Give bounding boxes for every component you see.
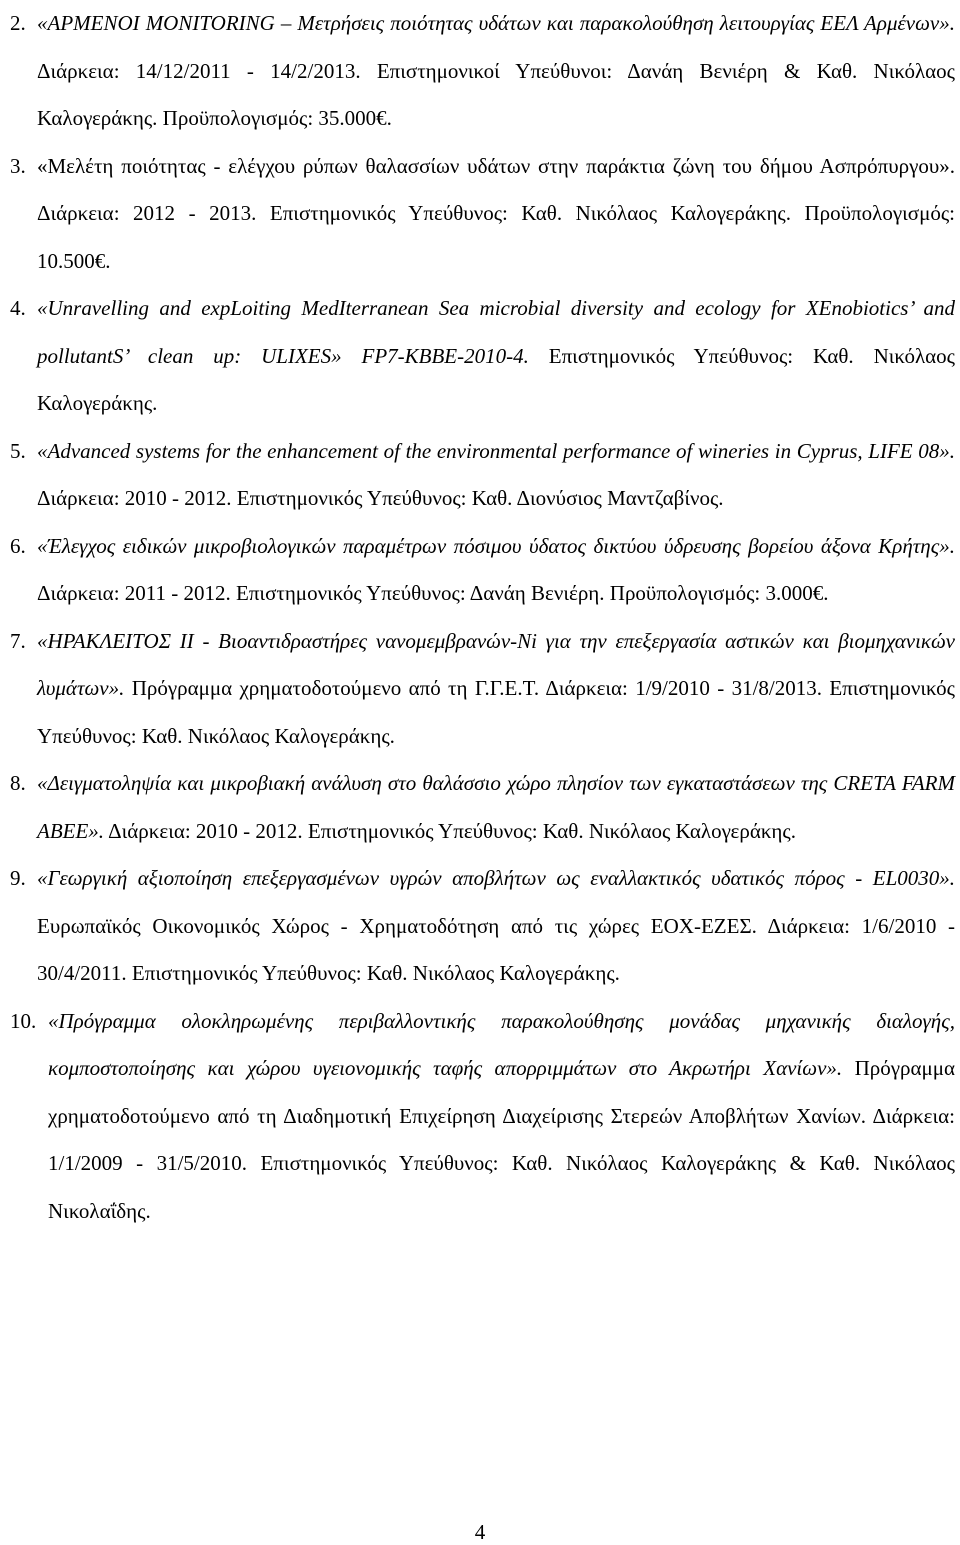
entry-number: 5. bbox=[10, 438, 26, 463]
project-title: «ΑΡΜΕΝΟΙ MONITORING – Μετρήσεις ποιότητας υδάτων και παρακολούθηση λειτουργίας ΕΕΛ Αρμένων». bbox=[37, 11, 955, 35]
project-entry-5 bbox=[10, 428, 955, 523]
entry-number: 6. bbox=[10, 533, 26, 558]
project-details: Πρόγραμμα χρηματοδοτούμενο από τη Διαδημοτική Επιχείρηση Διαχείρισης Στερεών Αποβλήτων Χανίων. Διάρκεια: 1/1/2009 - 31/5/2010. Επιστημονικός Υπεύθυνος: Καθ. Νικόλαος Καλογεράκης & Καθ. Νικόλαος Νικολαΐδης. bbox=[48, 1056, 955, 1223]
project-title: «Πρόγραμμα ολοκληρωμένης περιβαλλοντικής παρακολούθησης μονάδας μηχανικής διαλογής, κομποστοποίησης και χώρου υγειονομικής ταφής απορριμμάτων στο Ακρωτήρι Χανίων». bbox=[48, 1008, 955, 1080]
entry-number: 4. bbox=[10, 296, 26, 320]
project-details: Διάρκεια: 2011 - 2012. Επιστημονικός Υπεύθυνος: Δανάη Βενιέρη. Προϋπολογισμός: 3.000€. bbox=[37, 581, 829, 605]
project-details: Πρόγραμμα χρηματοδοτούμενο από τη Γ.Γ.Ε.Τ. Διάρκεια: 1/9/2010 - 31/8/2013. Επιστημονικός Υπεύθυνος: Καθ. Νικόλαος Καλογεράκης. bbox=[37, 676, 955, 748]
project-entry-7 bbox=[10, 618, 955, 761]
project-entry-8 bbox=[10, 760, 955, 855]
project-title: «Έλεγχος ειδικών μικροβιολογικών παραμέτρων πόσιμου ύδατος δικτύου ύδρευσης βορείου άξονα Κρήτης». bbox=[37, 533, 955, 558]
project-entry-4 bbox=[10, 285, 955, 428]
entry-number: 9. bbox=[10, 866, 26, 890]
project-entry-6 bbox=[10, 523, 955, 618]
project-details: Ευρωπαϊκός Οικονομικός Χώρος - Χρηματοδότηση από τις χώρες ΕΟΧ-ΕΖΕΣ. Διάρκεια: 1/6/2010 - 30/4/2011. Επιστημονικός Υπεύθυνος: Καθ. Νικόλαος Καλογεράκης. bbox=[37, 913, 955, 985]
entry-number: 10. bbox=[10, 1008, 37, 1033]
project-entry-3 bbox=[10, 143, 955, 286]
entry-number: 8. bbox=[10, 771, 26, 795]
project-entry-2 bbox=[10, 0, 955, 143]
project-details: Διάρκεια: 2010 - 2012. Επιστημονικός Υπεύθυνος: Καθ. Διονύσιος Μαντζαβίνος. bbox=[37, 486, 724, 510]
project-title: «Δειγματοληψία και μικροβιακή ανάλυση στο θαλάσσιο χώρο πλησίον των εγκαταστάσεων της CRETA FARM ΑΒΕΕ». bbox=[37, 771, 955, 843]
project-title: «ΗΡΑΚΛΕΙΤΟΣ ΙΙ - Βιοαντιδραστήρες νανομεμβρανών-Ni για την επεξεργασία αστικών και βιομηχανικών λυμάτων». bbox=[37, 628, 955, 700]
project-title: «Γεωργική αξιοποίηση επεξεργασμένων υγρών αποβλήτων ως εναλλακτικός υδατικός πόρος - EL0030». bbox=[37, 866, 955, 890]
entry-number: 3. bbox=[10, 153, 26, 178]
project-title: «Advanced systems for the enhancement of the environmental performance of wineries in Cyprus, LIFE 08». bbox=[37, 438, 955, 463]
entry-number: 2. bbox=[10, 11, 26, 35]
page-number: 4 bbox=[474, 1520, 486, 1544]
project-details: Διάρκεια: 14/12/2011 - 14/2/2013. Επιστημονικοί Υπεύθυνοι: Δανάη Βενιέρη & Καθ. Νικόλαος Καλογεράκης. Προϋπολογισμός: 35.000€. bbox=[37, 58, 955, 130]
project-entry-9 bbox=[10, 855, 955, 998]
project-list bbox=[10, 0, 955, 1235]
project-title: «Unravelling and expLoiting MedIterranean Sea microbial diversity and ecology for XEnobiotics’ and pollutantS’ clean up: ULIXES» FP7-KBBE-2010-4. bbox=[37, 296, 955, 368]
project-details: Διάρκεια: 2010 - 2012. Επιστημονικός Υπεύθυνος: Καθ. Νικόλαος Καλογεράκης. bbox=[104, 818, 796, 843]
project-details: «Μελέτη ποιότητας - ελέγχου ρύπων θαλασσίων υδάτων στην παράκτια ζώνη του δήμου Ασπρόπυργου». Διάρκεια: 2012 - 2013. Επιστημονικός Υπεύθυνος: Καθ. Νικόλαος Καλογεράκης. Προϋπολογισμός: 10.500€. bbox=[37, 153, 955, 273]
entry-number: 7. bbox=[10, 628, 26, 653]
project-entry-10 bbox=[10, 998, 955, 1236]
project-details: Επιστημονικός Υπεύθυνος: Καθ. Νικόλαος Καλογεράκης. bbox=[37, 343, 956, 415]
